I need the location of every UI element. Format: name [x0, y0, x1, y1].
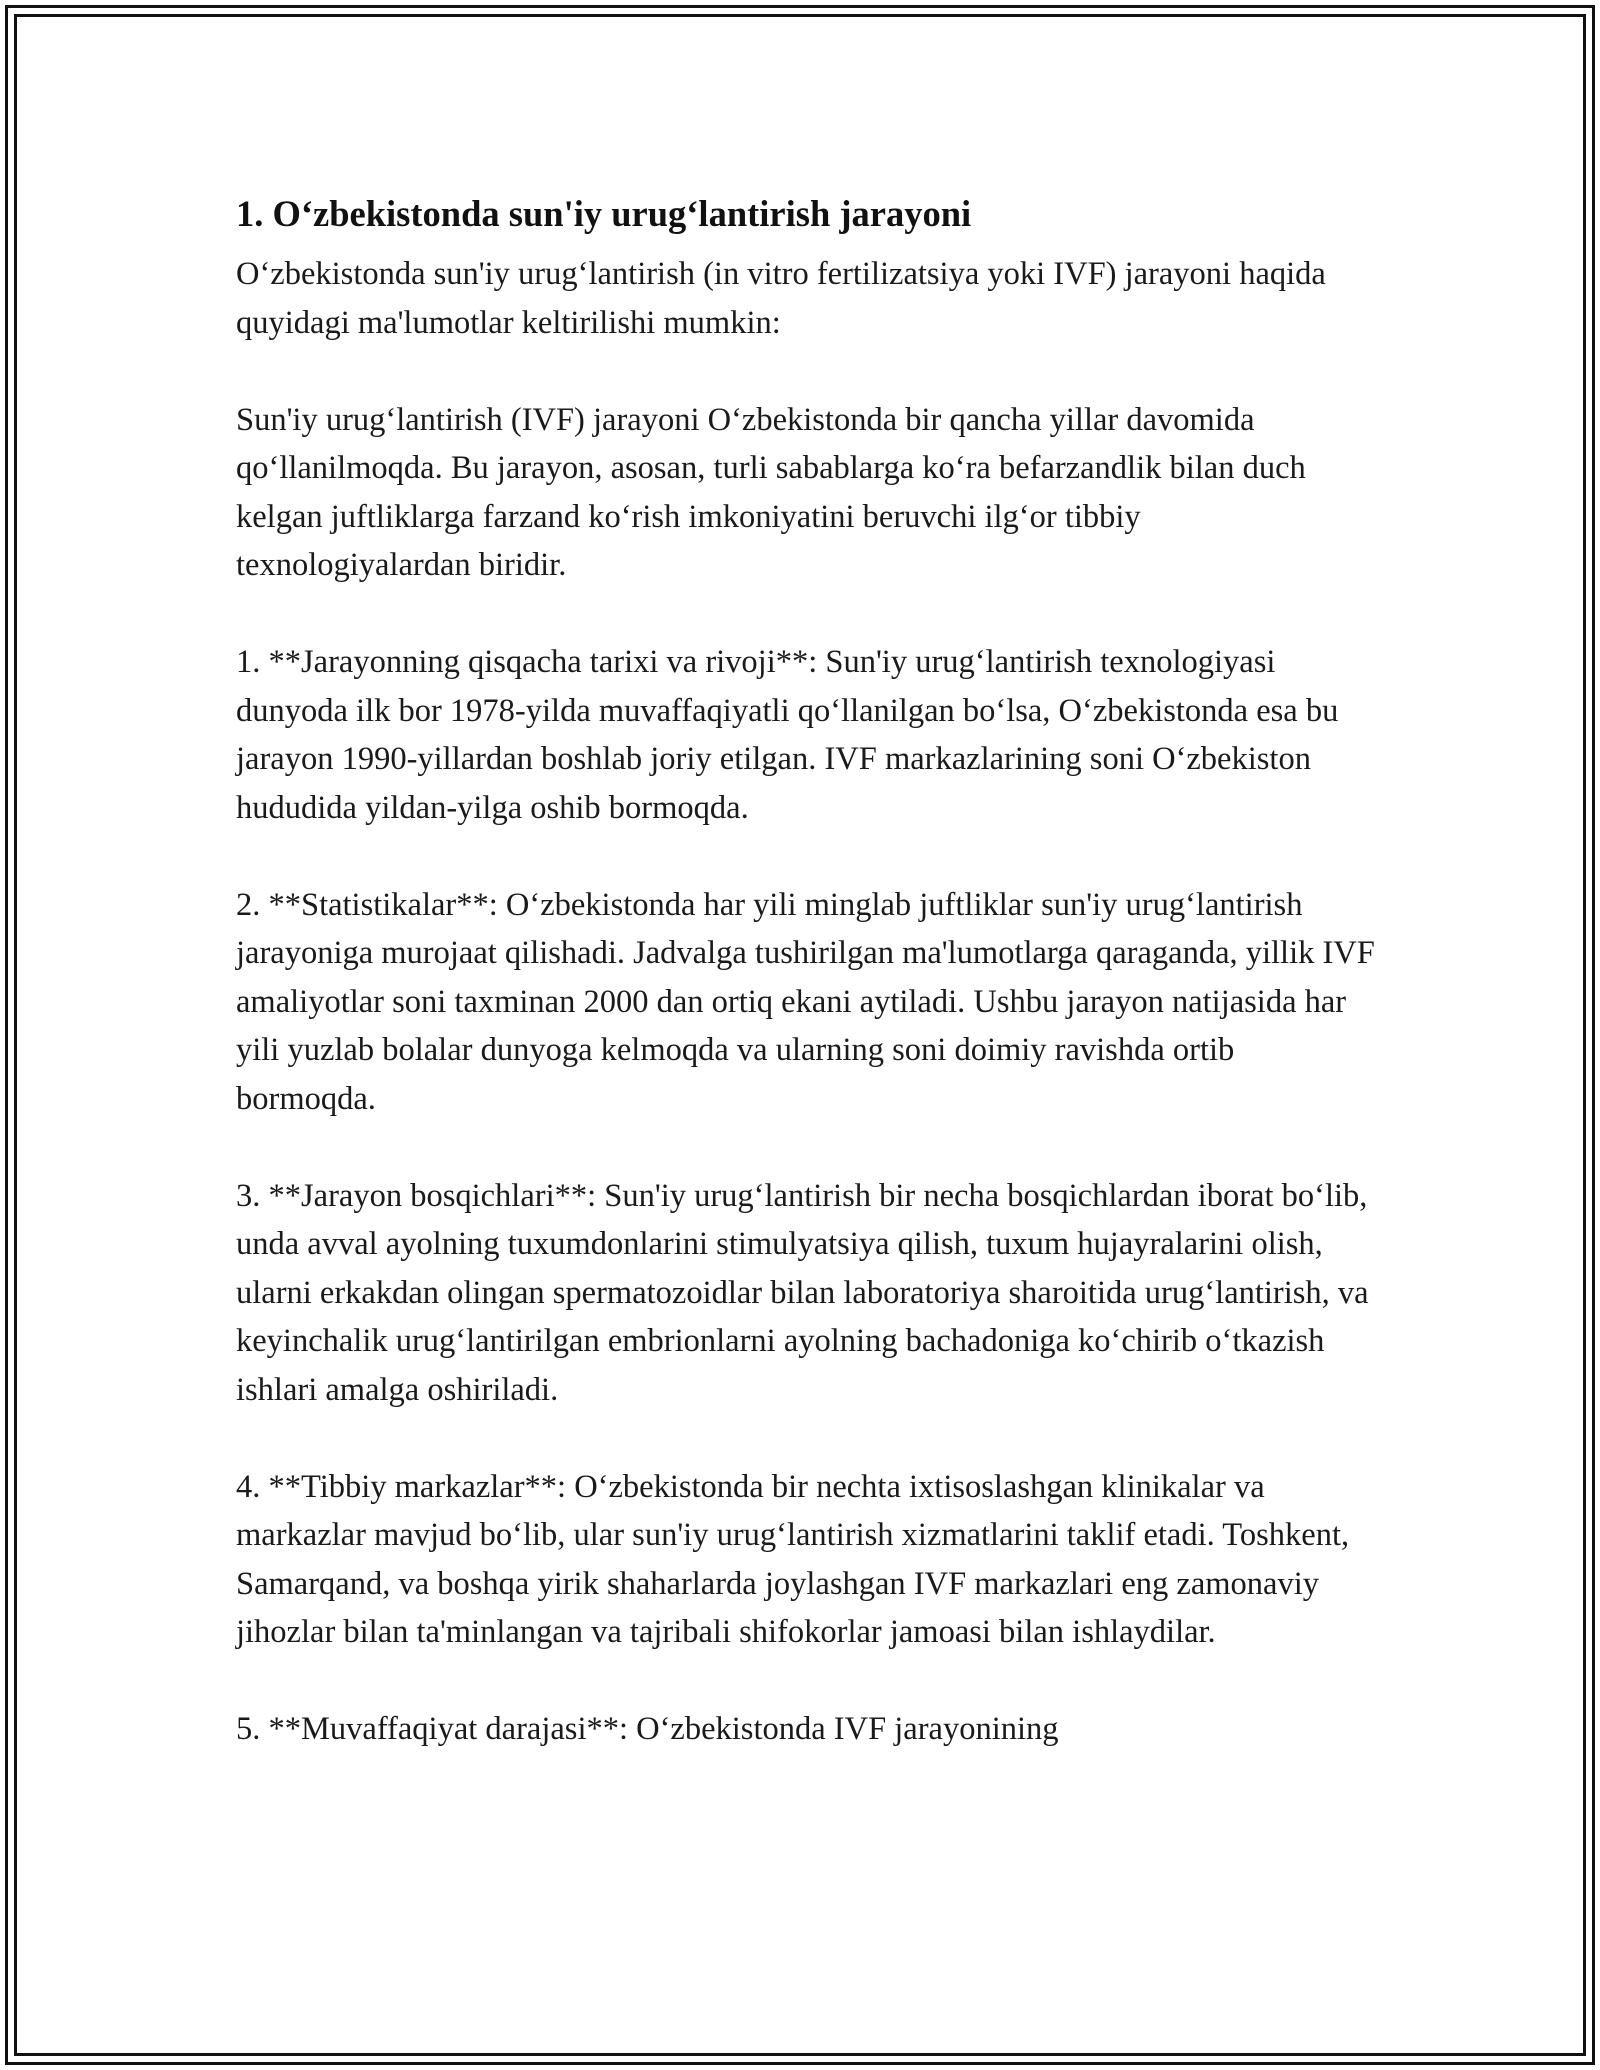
- paragraph-statistics: 2. **Statistikalar**: O‘zbekistonda har yili minglab juftliklar sun'iy urug‘lantirish jarayoniga murojaat qilishadi. Jadvalga tushirilgan ma'lumotlarga qaraganda, yillik IVF amaliyotlar soni taxminan 2000 dan ortiq ekani aytiladi. Ushbu jarayon natijasida har yili yuzlab bolalar dunyoga kelmoqda va ularning soni doimiy ravishda ortib bormoqda.: [236, 886, 1375, 1117]
- paragraph-success-rate: 5. **Muvaffaqiyat darajasi**: O‘zbekistonda IVF jarayonining: [236, 1711, 1059, 1747]
- paragraph-stages: 3. **Jarayon bosqichlari**: Sun'iy urug‘lantirish bir necha bosqichlardan iborat bo‘lib, unda avval ayolning tuxumdonlarini stimulyatsiya qilish, tuxum hujayralarini olish, ularni erkakdan olingan spermatozoidlar bilan laboratoriya sharoitida urug‘lantirish, va keyinchalik urug‘lantirilgan embrionlarni ayolning bachadoniga ko‘chirib o‘tkazish ishlari amalga oshiriladi.: [236, 1177, 1369, 1408]
- document-title: 1. O‘zbekistonda sun'iy urug‘lantirish jarayoni: [236, 193, 972, 234]
- paragraph-overview: Sun'iy urug‘lantirish (IVF) jarayoni O‘zbekistonda bir qancha yillar davomida qo‘llanilmoqda. Bu jarayon, asosan, turli sabablarga ko‘ra befarzandlik bilan duch kelgan juftliklarga farzand ko‘rish imkoniyatini beruvchi ilg‘or tibbiy texnologiyalardan biridir.: [236, 401, 1306, 583]
- paragraph-intro: O‘zbekistonda sun'iy urug‘lantirish (in vitro fertilizatsiya yoki IVF) jarayoni haqida quyidagi ma'lumotlar keltirilishi mumkin:: [236, 256, 1326, 341]
- paragraph-medical-centers: 4. **Tibbiy markazlar**: O‘zbekistonda bir nechta ixtisoslashgan klinikalar va markazlar mavjud bo‘lib, ular sun'iy urug‘lantirish xizmatlarini taklif etadi. Toshkent, Samarqand, va boshqa yirik shaharlarda joylashgan IVF markazlari eng zamonaviy jihozlar bilan ta'minlangan va tajribali shifokorlar jamoasi bilan ishlaydilar.: [236, 1468, 1350, 1650]
- document-body: [236, 190, 1376, 1754]
- paragraph-history: 1. **Jarayonning qisqacha tarixi va rivoji**: Sun'iy urug‘lantirish texnologiyasi dunyoda ilk bor 1978-yilda muvaffaqiyatli qo‘llanilgan bo‘lsa, O‘zbekistonda esa bu jarayon 1990-yillardan boshlab joriy etilgan. IVF markazlarining soni O‘zbekiston hududida yildan-yilga oshib bormoqda.: [236, 644, 1339, 826]
